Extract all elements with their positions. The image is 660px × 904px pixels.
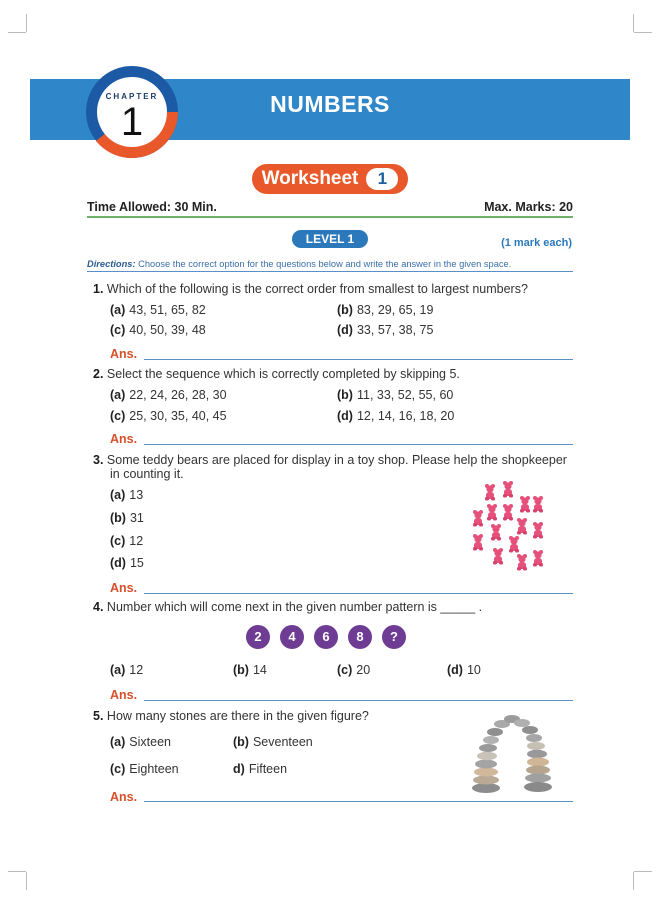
teddy-bears-illustration <box>468 480 550 576</box>
question-5 <box>93 709 369 723</box>
divider <box>87 271 573 272</box>
answer-label: Ans. <box>110 581 138 595</box>
chapter-number: 1 <box>120 100 144 144</box>
worksheet-badge <box>252 164 408 194</box>
option[interactable] <box>110 663 143 677</box>
option-text: 22, 24, 26, 28, 30 <box>129 388 227 402</box>
question-text: How many stones are there in the given figure? <box>106 709 369 723</box>
question-text: Select the sequence which is correctly completed by skipping 5. <box>106 367 460 381</box>
option-text: Sixteen <box>129 735 171 749</box>
answer-line[interactable] <box>144 444 573 445</box>
option-text: Seventeen <box>252 735 313 749</box>
option-label: (b) <box>233 663 249 677</box>
question-text-continued: in counting it. <box>110 467 184 481</box>
question-3 <box>93 453 573 481</box>
max-marks: Max. Marks: 20 <box>484 200 573 214</box>
crop-mark <box>26 872 28 890</box>
pattern-number: 4 <box>280 625 304 649</box>
directions-label: Directions: <box>87 259 136 269</box>
option[interactable] <box>233 735 313 749</box>
option-label: (b) <box>337 303 353 317</box>
option[interactable] <box>233 762 287 776</box>
question-2 <box>93 367 460 381</box>
option-label: (d) <box>447 663 463 677</box>
option[interactable] <box>337 409 454 423</box>
option-label: (a) <box>110 488 126 502</box>
option-text: 14 <box>252 663 267 677</box>
option-text: 31 <box>129 511 144 525</box>
option-label: (c) <box>110 323 126 337</box>
option-text: 20 <box>356 663 371 677</box>
option[interactable] <box>110 488 143 502</box>
crop-mark <box>632 14 634 32</box>
option[interactable] <box>110 556 144 570</box>
option-text: Eighteen <box>129 762 179 776</box>
option-label: (d) <box>337 409 353 423</box>
option-text: 11, 33, 52, 55, 60 <box>356 388 454 402</box>
option-label: (b) <box>110 511 126 525</box>
option-text: Fifteen <box>248 762 288 776</box>
option-text: 13 <box>129 488 144 502</box>
option[interactable] <box>110 735 171 749</box>
crop-mark <box>26 14 28 32</box>
question-4 <box>93 600 482 614</box>
option-label: (a) <box>110 303 126 317</box>
option[interactable] <box>337 323 433 337</box>
answer-line[interactable] <box>144 593 573 594</box>
option[interactable] <box>110 409 227 423</box>
option-label: (c) <box>110 409 126 423</box>
answer-line[interactable] <box>144 700 573 701</box>
crop-mark <box>632 872 634 890</box>
question-number: 3. <box>93 453 104 467</box>
option-label: (a) <box>110 663 126 677</box>
option-text: 40, 50, 39, 48 <box>129 323 206 337</box>
option[interactable] <box>110 303 206 317</box>
stones-arch-illustration <box>470 710 556 794</box>
option[interactable] <box>110 323 206 337</box>
option-text: 25, 30, 35, 40, 45 <box>129 409 227 423</box>
answer-line[interactable] <box>144 359 573 360</box>
option[interactable] <box>110 511 144 525</box>
directions-text: Choose the correct option for the questions below and write the answer in the given space. <box>135 259 512 269</box>
option-label: (c) <box>110 534 126 548</box>
option-label: (c) <box>337 663 353 677</box>
option[interactable] <box>110 388 227 402</box>
crop-mark <box>8 32 26 47</box>
question-number: 4. <box>93 600 104 614</box>
answer-label: Ans. <box>110 347 138 361</box>
page-title: NUMBERS <box>270 91 390 117</box>
option-text: 10 <box>466 663 481 677</box>
option-label: (a) <box>110 735 126 749</box>
number-pattern <box>246 625 406 649</box>
directions <box>87 259 511 269</box>
option-label: (a) <box>110 388 126 402</box>
question-text: Number which will come next in the given number pattern is _____ . <box>106 600 483 614</box>
answer-label: Ans. <box>110 790 138 804</box>
option[interactable] <box>337 663 370 677</box>
option[interactable] <box>337 388 453 402</box>
crop-mark <box>8 857 26 872</box>
option[interactable] <box>110 534 143 548</box>
question-number: 5. <box>93 709 104 723</box>
answer-label: Ans. <box>110 432 138 446</box>
option-text: 12 <box>129 663 144 677</box>
worksheet-label: Worksheet <box>261 168 359 189</box>
question-1 <box>93 282 528 296</box>
option-text: 43, 51, 65, 82 <box>129 303 206 317</box>
option-label: (b) <box>337 388 353 402</box>
pattern-unknown: ? <box>382 625 406 649</box>
question-text: Some teddy bears are placed for display in a toy shop. Please help the shopkeeper <box>106 453 567 467</box>
marks-note: (1 mark each) <box>501 237 572 249</box>
crop-mark <box>634 32 652 47</box>
option-text: 83, 29, 65, 19 <box>356 303 434 317</box>
chapter-label: CHAPTER <box>105 92 159 101</box>
pattern-number: 6 <box>314 625 338 649</box>
answer-label: Ans. <box>110 688 138 702</box>
option-label: d) <box>233 762 245 776</box>
question-text: Which of the following is the correct order from smallest to largest numbers? <box>106 282 528 296</box>
worksheet-number: 1 <box>366 168 398 190</box>
option-text: 12 <box>129 534 144 548</box>
option-text: 12, 14, 16, 18, 20 <box>356 409 455 423</box>
option[interactable] <box>447 663 481 677</box>
option-text: 33, 57, 38, 75 <box>356 323 434 337</box>
level-badge: LEVEL 1 <box>292 230 368 248</box>
option-text: 15 <box>129 556 144 570</box>
option[interactable] <box>110 762 179 776</box>
pattern-number: 8 <box>348 625 372 649</box>
question-number: 1. <box>93 282 104 296</box>
option-label: (d) <box>337 323 353 337</box>
option[interactable] <box>233 663 267 677</box>
crop-mark <box>634 857 652 872</box>
option[interactable] <box>337 303 433 317</box>
divider <box>87 216 573 218</box>
pattern-number: 2 <box>246 625 270 649</box>
time-allowed: Time Allowed: 30 Min. <box>87 200 217 214</box>
option-label: (d) <box>110 556 126 570</box>
question-number: 2. <box>93 367 104 381</box>
option-label: (c) <box>110 762 126 776</box>
option-label: (b) <box>233 735 249 749</box>
answer-line[interactable] <box>144 801 573 802</box>
